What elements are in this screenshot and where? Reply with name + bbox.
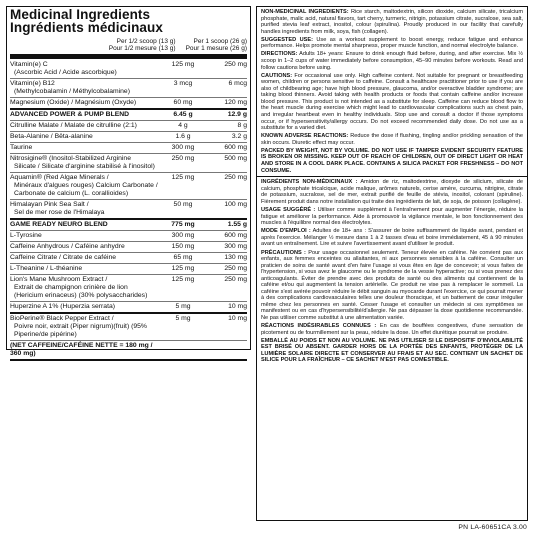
packed-paragraph: PACKED BY WEIGHT, NOT BY VOLUME. DO NOT USE IF TAMPER EVIDENT SECURITY FEATURE IS BROKEN OR MISSING. KEEP OUT OF REACH OF CHILDREN, OUT OF DIRECT LIGHT OR HEAT AND STORE IN A COOL DARK PLACE. CONTAINS A SILICA PACKET FOR FRESHNESS – DO NOT CONSUME. [261,147,523,174]
ingredient-row [10,242,247,253]
amount-full: 250 mg [224,265,247,272]
label-text-panel [256,6,528,521]
nmi-paragraph: NON-MEDICINAL INGREDIENTS: Rice starch, maltodextrin, silicon dioxide, calcium silicate, tricalcium phosphate, malic acid, natural flavors, tart cherry, turmeric, nitrigin, potassium citrate, sucralose, sea salt, purified stevia leaf extract, inositol, colour (spirulina). Proudly produced in our facility that carefully handles ingredients from milk, soya, fish (collagen). [261,9,524,35]
usage-paragraph: USAGE SUGGÉRÉ : Utiliser comme supplément à l'entraînement pour augmenter l'énergie, réduire la fatigue et améliorer la performance. Aide à promouvoir la vigilance mentale, le bon fonctionnement des muscles à l'équilibre normal des électrolytes. [261,207,523,227]
amount-half: 3 mcg [173,80,193,87]
amount-full: 10 mg [228,315,247,322]
serving-header [10,38,247,52]
ingredient-name: Beta-Alanine / Bêta-alanine [10,133,93,140]
ingredient-name: Aquamin® (Red Algae Minerals / Minéraux d'algues rouges) Calcium Carbonate / Carbonate de calcium (L. corallioides) [10,174,158,197]
ingredient-row [10,200,247,220]
amount-full: 300 mg [224,243,247,250]
amount-half: 65 mg [173,254,193,261]
medicinal-ingredients-panel [6,6,251,357]
amount-half: 125 mg [171,174,195,181]
directions-paragraph: DIRECTIONS: Adults 18+ years: Ensure to drink enough fluid before, during, and after exercise. Mix ½ scoop in 1–2 cups of water immediately before consumption, 45–90 minutes before workouts. Read and follow cautions before using. [261,51,523,71]
amount-half: 5 mg [175,315,191,322]
amount-full: 250 mg [224,174,247,181]
ingredient-row [10,220,247,231]
divider [257,176,527,177]
ingredient-row [10,143,247,154]
ingredient-name: L-Theanine / L-théanine [10,265,83,272]
ingredient-name: ADVANCED POWER & PUMP BLEND [10,111,130,118]
ingredient-row [10,132,247,143]
ingredient-row [10,231,247,242]
ingredient-row [10,275,247,302]
use-paragraph: SUGGESTED USE: Use as a workout supplement to boost energy, reduce fatigue and enhance performance. Helps promote mental sharpness, proper muscle function, and normal electrolyte balance. [261,36,524,50]
amount-full: 250 mg [224,61,247,68]
ingredient-name: Vitamin(e) C (Ascorbic Acid / Acide ascorbique) [10,61,117,76]
ingredient-row [10,314,247,341]
ingredient-name: Magnesium (Oxide) / Magnésium (Oxyde) [10,99,137,106]
title-en: Medicinal Ingredients [10,7,151,22]
ingredient-row [10,110,247,121]
ingredient-row [10,253,247,264]
amount-full: 1.55 g [227,221,247,228]
amount-half: 50 mg [173,201,193,208]
ingredient-row [10,60,247,79]
amount-half: 125 mg [171,61,195,68]
amount-half: 150 mg [171,243,195,250]
reactions-paragraph: RÉACTIONS INDÉSIRABLES CONNUES : En cas de bouffées congestives, d'une sensation de picotement ou de fourmillement sur la peau, réduire la dose. Un effet diurétique pourrait se produire. [261,323,523,336]
ingredient-row [10,154,247,173]
title-fr: Ingrédients médicinaux [10,19,163,35]
amount-full: 250 mg [224,276,247,283]
adverse-paragraph: KNOWN ADVERSE REACTIONS: Reduce the dose if flushing, tingling and/or prickling sensation of the skin occurs. Diuretic effect may occur. [261,133,523,146]
ingredient-row [10,98,247,110]
amount-half: 775 mg [171,221,195,228]
amount-full: 600 mg [224,144,247,151]
ingredient-row [10,121,247,132]
part-number: PN LA-60651CA 3.00 [458,524,527,531]
ingredient-name: Vitamin(e) B12 (Methylcobalamin / Méthylcobalamine) [10,80,130,95]
ingredient-name: GAME READY NEURO BLEND [10,221,108,228]
serving-full: Per 1 scoop (26 g) Pour 1 mesure (26 g) [185,38,247,52]
ingredient-name: Taurine [10,144,33,151]
ingredient-name: L-Tyrosine [10,232,42,239]
ingredient-name: Caffeine Anhydrous / Caféine anhydre [10,243,125,250]
amount-half: 300 mg [171,144,195,151]
amount-full: 600 mg [224,232,247,239]
ingredient-name: Himalayan Pink Sea Salt / Sel de mer rose de l'Himalaya [10,201,105,216]
amount-full: 6 mcg [228,80,247,87]
ingredient-row [10,341,247,361]
amount-half: 300 mg [171,232,195,239]
amount-half: 5 mg [175,303,191,310]
ingredient-name: Caffeine Citrate / Citrate de caféine [10,254,117,261]
ingredient-name: Lion's Mane Mushroom Extract / Extrait de champignon crinière de lion (Hericium erinaceus) (30% polysaccharides) [10,276,148,299]
amount-full: 500 mg [224,155,247,162]
ingredient-row [10,264,247,275]
ingredient-row [10,79,247,98]
ingredient-row [10,173,247,200]
amount-half: 4 g [178,122,188,129]
amount-full: 130 mg [224,254,247,261]
serving-half: Per 1/2 scoop (13 g) Pour 1/2 mesure (13 g) [108,38,176,52]
amount-full: 8 g [237,122,247,129]
amount-half: 1.6 g [175,133,191,140]
amount-half: 125 mg [171,265,195,272]
cautions-paragraph: CAUTIONS: For occasional use only. High caffeine content. Not suitable for pregnant or breastfeeding women, children or persons sensitive to caffeine. Consult a healthcare practitioner prior to use if you are also of childbearing age; have high blood pressure, glaucoma, and/or overactive bladder syndrome; are taking blood thinners. Avoid taking with health products or foods that contain caffeine and/or increase blood pressure. This product is not intended as a substitute for sleep. Caffeine can reduce blood flow to the heart muscle during exercise which might lead to cardiovascular complications such as chest pain, and irregular heartbeat even in healthy individuals. Stop use and consult a doctor if those symptoms occur, or if hypersensitivity/allergy occurs. Do not exceed recommended daily dose. Do not use as a substitute for a varied diet. [261,72,523,132]
ingredient-name: Nitrosigine® (Inositol-Stabilized Arginine Silicate / Silicate d'arginine stabilisé à l'inositol) [10,155,155,170]
ingredient-name: BioPerine® Black Pepper Extract / Poivre noir, extrait (Piper nigrum)(fruit) (95% Piperine/de pipérine) [10,315,147,338]
inm-paragraph: INGRÉDIENTS NON-MÉDICINAUX : Amidon de riz, maltodextrine, dioxyde de silicium, silicate de calcium, phosphate tricalcique, acide malique, arômes naturels, cerise amère, curcuma, nitrigine, citrate de potassium, sucralose, sel de mer, extrait purifié de feuille de stévia, inositol, colorant (spiruline). Fièrement produit dans notre installation qui traite des ingrédients de lait, de soja, de poisson (collagène). [261,179,523,205]
amount-half: 60 mg [173,99,193,106]
ingredient-name: Huperzine A 1% (Huperzia serrata) [10,303,116,310]
ingredient-row [10,302,247,314]
ingredient-name: Citrulline Malate / Malate de citrulline (2:1) [10,122,137,129]
amount-full: 10 mg [228,303,247,310]
amount-half: 250 mg [171,155,195,162]
amount-full: 3.2 g [231,133,247,140]
emballe-paragraph: EMBALLÉ AU POIDS ET NON AU VOLUME. NE PAS UTILISER SI LE DISPOSITIF D'INVIOLABILITÉ EST BRISÉ OU ABSENT. GARDER HORS DE LA PORTÉE DES ENFANTS, PROTÉGER DE LA LUMIÈRE SOLAIRE DIRECTE ET CONSERVER AU FRAIS ET AU SEC. CONTIENT UN SACHET DE SILICE POUR LA FRAÎCHEUR – CE SACHET N'EST PAS COMESTIBLE. [261,337,523,364]
amount-full: 120 mg [224,99,247,106]
ingredient-name: (NET CAFFEINE/CAFÉINE NETTE = 180 mg / 360 mg) [10,342,153,357]
amount-half: 6.45 g [173,111,193,118]
precautions-paragraph: PRÉCAUTIONS : Pour usage occasionnel seulement. Teneur élevée en caféine. Ne convient pas aux enfants, aux femmes enceintes ou allaitantes, ni aux personnes sensibles à la caféine. Consulter un praticien de soins de santé avant d'en faire l'usage si vous êtes en âge de concevoir; si vous faites de l'hypertension, si vous avez le glaucome ou le syndrome de la vessie hyperactive; ou si vous prenez des anticoagulants. Éviter de prendre avec des produits de santé ou des aliments qui contiennent de la caféine et/ou qui augmentent la tension artérielle. Ce produit ne vise pas à remplacer le sommeil. La caféine s'est avérée pouvoir réduire le débit sanguin au myocarde durant l'exercice, ce qui pourrait mener à des complications cardiovasculaires telles une douleur thoracique, et un battement de cœur irrégulier même chez les personnes en santé. Cesser l'usage et consulter un médecin si ces symptômes se manifestent ou en cas d'hypersensibilité/d'allergie. Ne pas dépasser la dose quotidienne recommandée. Ne pas utiliser comme substitut à une alimentation variée. [261,249,523,321]
ingredient-table [10,60,247,361]
mode-paragraph: MODE D'EMPLOI : Adultes de 18+ ans : S'assurer de boire suffisamment de liquide avant, pendant et après l'exercice. Mélanger ½ mesure dans 1 à 2 tasses d'eau et boire immédiatement, 45 à 90 minutes avant un entraînement. Lire et suivre l'avertissement avant d'utiliser le produit. [261,228,523,248]
amount-half: 125 mg [171,276,195,283]
divider-thick [10,54,247,59]
amount-full: 100 mg [224,201,247,208]
amount-full: 12.9 g [227,111,247,118]
